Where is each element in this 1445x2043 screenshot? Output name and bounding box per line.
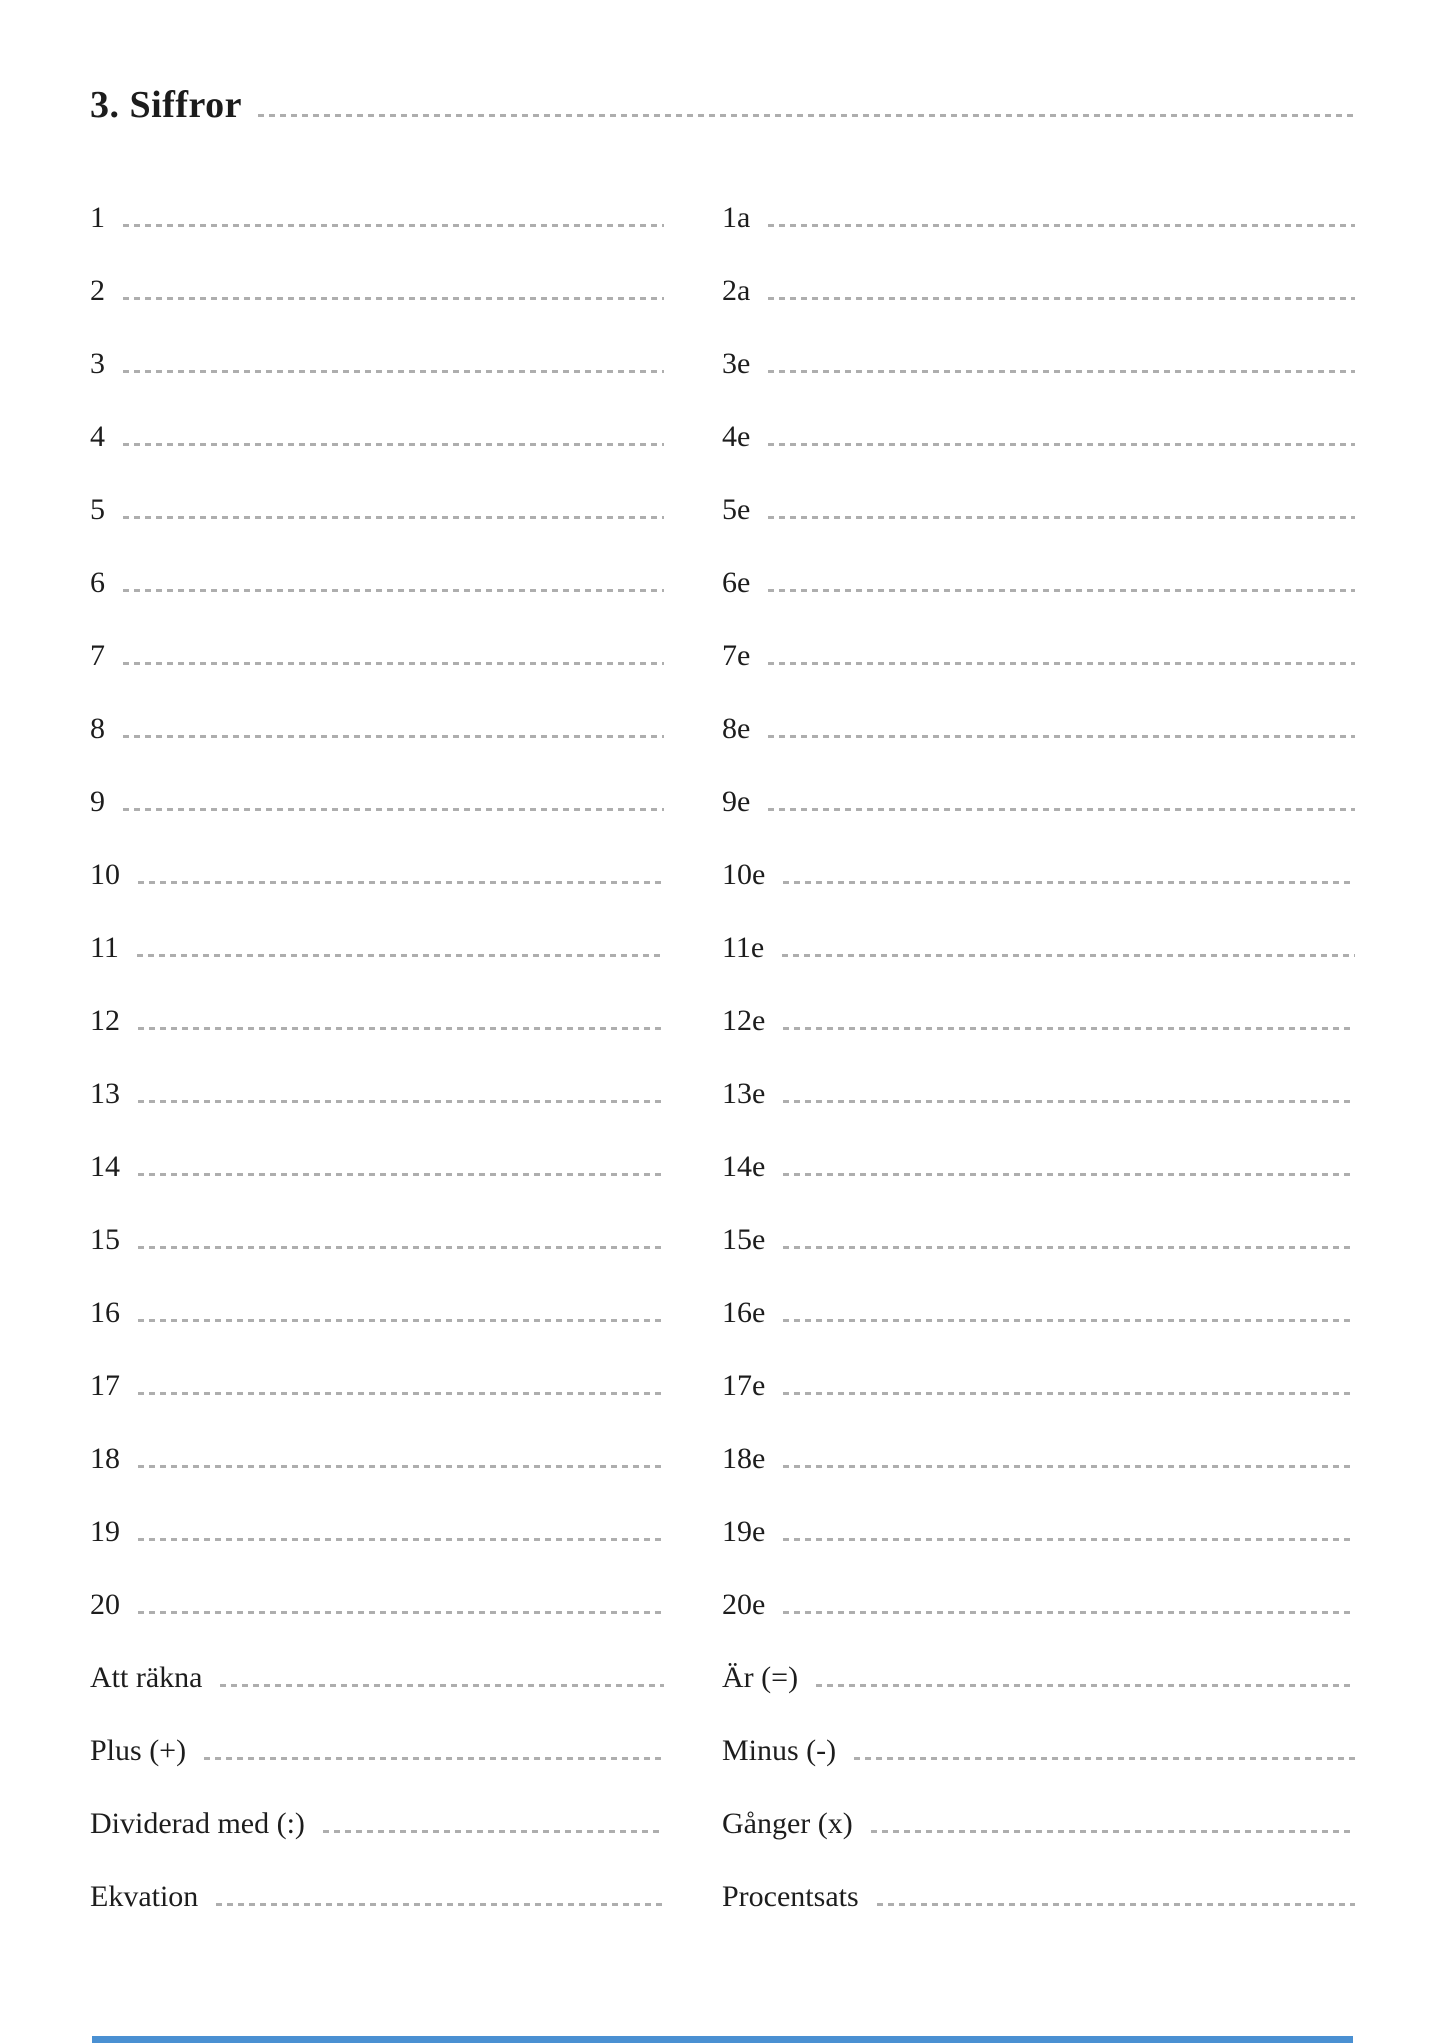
dotted-fill-line — [783, 1027, 1355, 1030]
entry-column-left — [90, 181, 664, 1933]
entry-row — [90, 1860, 664, 1933]
entry-label: 18e — [722, 1442, 766, 1475]
entry-label: 10e — [722, 858, 766, 891]
entry-row — [722, 1422, 1355, 1495]
entry-row — [90, 254, 664, 327]
entry-label: 20e — [722, 1588, 766, 1621]
entry-row — [90, 1057, 664, 1130]
entry-row — [722, 1349, 1355, 1422]
entry-row — [722, 546, 1355, 619]
entry-row — [722, 1276, 1355, 1349]
entry-row — [722, 1057, 1355, 1130]
entry-label: 5e — [722, 493, 751, 526]
dotted-fill-line — [138, 1173, 664, 1176]
entry-label: 8 — [90, 712, 105, 745]
entry-label: 14 — [90, 1150, 120, 1183]
dotted-fill-line — [877, 1903, 1355, 1906]
entry-label: 11 — [90, 931, 119, 964]
dotted-fill-line — [123, 297, 664, 300]
entry-label: 16e — [722, 1296, 766, 1329]
entry-row — [90, 327, 664, 400]
entry-label: 16 — [90, 1296, 120, 1329]
entry-label: Procentsats — [722, 1880, 859, 1913]
entry-row — [90, 546, 664, 619]
entry-row — [722, 1568, 1355, 1641]
dotted-fill-line — [768, 224, 1355, 227]
dotted-fill-line — [123, 516, 664, 519]
dotted-fill-line — [783, 881, 1355, 884]
entry-row — [722, 254, 1355, 327]
dotted-fill-line — [783, 1246, 1355, 1249]
entry-row — [90, 400, 664, 473]
entry-label: 18 — [90, 1442, 120, 1475]
dotted-fill-line — [138, 1392, 664, 1395]
entry-row — [722, 1787, 1355, 1860]
entry-label: 9 — [90, 785, 105, 818]
entry-label: 8e — [722, 712, 751, 745]
dotted-fill-line — [768, 516, 1355, 519]
dotted-fill-line — [783, 1173, 1355, 1176]
next-section-bar — [92, 2036, 1353, 2043]
entry-label: 15 — [90, 1223, 120, 1256]
entry-label: 19 — [90, 1515, 120, 1548]
dotted-fill-line — [783, 1319, 1355, 1322]
entry-row — [90, 692, 664, 765]
dotted-fill-line — [216, 1903, 664, 1906]
entry-label: 1a — [722, 201, 751, 234]
entry-row — [90, 765, 664, 838]
entry-row — [90, 1422, 664, 1495]
dotted-fill-line — [123, 443, 664, 446]
entry-row — [722, 473, 1355, 546]
entry-row — [90, 984, 664, 1057]
dotted-fill-line — [123, 662, 664, 665]
entry-row — [90, 1349, 664, 1422]
dotted-fill-line — [783, 1100, 1355, 1103]
entry-row — [90, 619, 664, 692]
dotted-fill-line — [138, 1246, 664, 1249]
entry-row — [90, 1203, 664, 1276]
entry-row — [722, 1860, 1355, 1933]
entry-label: 11e — [722, 931, 765, 964]
dotted-fill-line — [220, 1684, 664, 1687]
entry-label: 17 — [90, 1369, 120, 1402]
entry-label: 4 — [90, 420, 105, 453]
entry-row — [90, 1568, 664, 1641]
entry-row — [90, 838, 664, 911]
entry-row — [90, 181, 664, 254]
entry-row — [90, 1495, 664, 1568]
dotted-fill-line — [123, 370, 664, 373]
dotted-fill-line — [768, 443, 1355, 446]
entry-label: 6 — [90, 566, 105, 599]
dotted-fill-line — [768, 808, 1355, 811]
entry-label: Ekvation — [90, 1880, 199, 1913]
entry-label: 7 — [90, 639, 105, 672]
dotted-fill-line — [323, 1830, 664, 1833]
entry-label: Att räkna — [90, 1661, 203, 1694]
section-header — [90, 83, 1355, 127]
dotted-fill-line — [138, 1611, 664, 1614]
entry-row — [722, 838, 1355, 911]
entry-label: 14e — [722, 1150, 766, 1183]
entry-row — [722, 692, 1355, 765]
dotted-fill-line — [782, 954, 1355, 957]
entry-row — [722, 1203, 1355, 1276]
entry-row — [722, 1130, 1355, 1203]
entry-row — [722, 984, 1355, 1057]
dotted-fill-line — [138, 1538, 664, 1541]
dotted-fill-line — [123, 224, 664, 227]
entry-row — [722, 619, 1355, 692]
entry-label: 9e — [722, 785, 751, 818]
dotted-fill-line — [138, 1027, 664, 1030]
dotted-fill-line — [783, 1538, 1355, 1541]
entry-label: Gånger (x) — [722, 1807, 853, 1840]
entry-row — [722, 181, 1355, 254]
dotted-fill-line — [123, 589, 664, 592]
entry-label: 12e — [722, 1004, 766, 1037]
dotted-fill-line — [816, 1684, 1355, 1687]
entry-label: Dividerad med (:) — [90, 1807, 305, 1840]
dotted-fill-line — [783, 1465, 1355, 1468]
dotted-fill-line — [138, 881, 664, 884]
entry-label: 3 — [90, 347, 105, 380]
entry-row — [90, 911, 664, 984]
entry-row — [722, 327, 1355, 400]
entry-label: 20 — [90, 1588, 120, 1621]
dotted-fill-line — [783, 1611, 1355, 1614]
entry-label: 17e — [722, 1369, 766, 1402]
page-title: 3. Siffror — [90, 84, 243, 126]
entry-label: 2a — [722, 274, 751, 307]
entry-label: 5 — [90, 493, 105, 526]
dotted-fill-line — [204, 1757, 664, 1760]
entry-label: 19e — [722, 1515, 766, 1548]
entry-label: 13 — [90, 1077, 120, 1110]
entry-row — [722, 911, 1355, 984]
dotted-fill-line — [768, 370, 1355, 373]
dotted-fill-line — [138, 1100, 664, 1103]
dotted-fill-line — [138, 1465, 664, 1468]
entry-column-right — [722, 181, 1355, 1933]
dotted-fill-line — [137, 954, 664, 957]
entry-row — [90, 1130, 664, 1203]
entry-label: 3e — [722, 347, 751, 380]
dotted-fill-line — [768, 589, 1355, 592]
dotted-fill-line — [123, 735, 664, 738]
entry-label: 15e — [722, 1223, 766, 1256]
entry-row — [722, 400, 1355, 473]
entry-label: 13e — [722, 1077, 766, 1110]
entry-label: Är (=) — [722, 1661, 799, 1694]
entry-row — [722, 1714, 1355, 1787]
entry-row — [90, 1641, 664, 1714]
dotted-fill-line — [123, 808, 664, 811]
entry-row — [90, 1787, 664, 1860]
entry-label: 10 — [90, 858, 120, 891]
entry-label: 7e — [722, 639, 751, 672]
entry-row — [722, 1641, 1355, 1714]
entry-columns — [90, 181, 1355, 1933]
dotted-fill-line — [768, 662, 1355, 665]
entry-row — [90, 1276, 664, 1349]
title-dotted-line — [258, 114, 1355, 117]
entry-label: 6e — [722, 566, 751, 599]
dotted-fill-line — [783, 1392, 1355, 1395]
entry-label: 12 — [90, 1004, 120, 1037]
entry-label: 2 — [90, 274, 105, 307]
dotted-fill-line — [768, 297, 1355, 300]
entry-label: Minus (-) — [722, 1734, 837, 1767]
dotted-fill-line — [768, 735, 1355, 738]
entry-row — [722, 1495, 1355, 1568]
entry-label: 4e — [722, 420, 751, 453]
dotted-fill-line — [871, 1830, 1355, 1833]
dotted-fill-line — [138, 1319, 664, 1322]
entry-row — [722, 765, 1355, 838]
entry-row — [90, 473, 664, 546]
dotted-fill-line — [854, 1757, 1355, 1760]
entry-label: Plus (+) — [90, 1734, 187, 1767]
entry-label: 1 — [90, 201, 105, 234]
entry-row — [90, 1714, 664, 1787]
